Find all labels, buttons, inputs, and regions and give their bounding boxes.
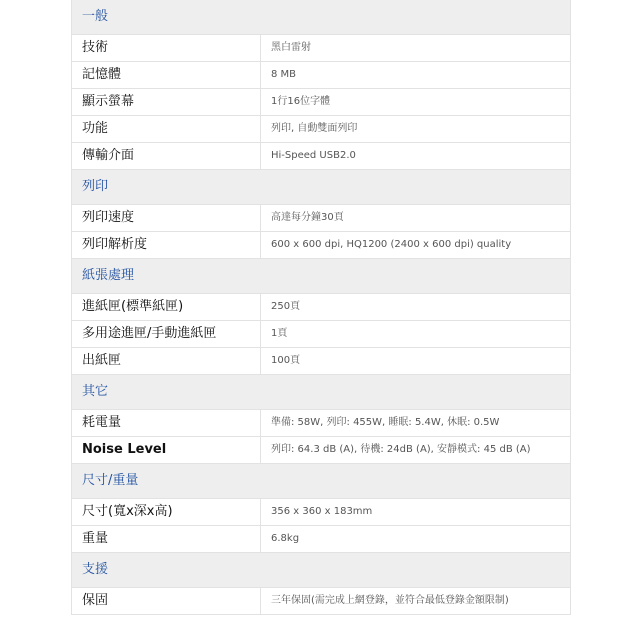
section-header-paper-handling: 紙張處理 [72,259,570,294]
spec-label: 進紙匣(標準紙匣) [72,294,261,320]
section-header-print: 列印 [72,170,570,205]
spec-row [72,410,570,437]
section-header-support: 支援 [72,553,570,588]
section-header-other: 其它 [72,375,570,410]
spec-value: 8 MB [271,69,297,80]
spec-label: 列印速度 [72,205,261,231]
spec-row [72,89,570,116]
spec-row [72,232,570,259]
spec-row [72,294,570,321]
spec-value: 250頁 [271,301,301,312]
spec-value: 三年保固(需完成上網登錄，並符合最低登錄金額限制) [271,595,509,606]
spec-label: 記憶體 [72,62,261,88]
spec-label: 顯示螢幕 [72,89,261,115]
spec-value: 600 x 600 dpi, HQ1200 (2400 x 600 dpi) quality [271,239,512,250]
spec-value: 列印: 64.3 dB (A), 待機: 24dB (A), 安靜模式: 45 dB (A) [271,444,531,455]
spec-row [72,143,570,170]
spec-row [72,116,570,143]
spec-label: 功能 [72,116,261,142]
spec-label: 重量 [72,526,261,552]
spec-label: 列印解析度 [72,232,261,258]
spec-label: 出紙匣 [72,348,261,374]
section-header-general: 一般 [72,0,570,35]
spec-value: 準備: 58W, 列印: 455W, 睡眠: 5.4W, 休眠: 0.5W [271,417,500,428]
spec-label: 傳輸介面 [72,143,261,169]
spec-value: 1行16位字體 [271,96,331,107]
spec-label: 耗電量 [72,410,261,436]
section-header-dimensions: 尺寸/重量 [72,464,570,499]
spec-value: 6.8kg [271,533,300,544]
spec-row [72,35,570,62]
spec-row [72,526,570,553]
spec-label: 尺寸(寬x深x高) [72,499,261,525]
spec-row [72,348,570,375]
spec-row [72,321,570,348]
spec-value: 黑白雷射 [271,42,311,53]
spec-row [72,62,570,89]
spec-row [72,499,570,526]
spec-value: 356 x 360 x 183mm [271,506,373,517]
spec-value: 列印, 自動雙面列印 [271,123,358,134]
spec-row [72,588,570,615]
spec-value: 100頁 [271,355,301,366]
spec-label: Noise Level [72,437,261,463]
spec-value: 1頁 [271,328,288,339]
spec-row [72,205,570,232]
spec-value: 高達每分鐘30頁 [271,212,344,223]
spec-label: 技術 [72,35,261,61]
spec-row [72,437,570,464]
spec-value: Hi-Speed USB2.0 [271,150,356,161]
spec-label: 多用途進匣/手動進紙匣 [72,321,261,347]
spec-table [71,0,571,615]
spec-label: 保固 [72,588,261,614]
